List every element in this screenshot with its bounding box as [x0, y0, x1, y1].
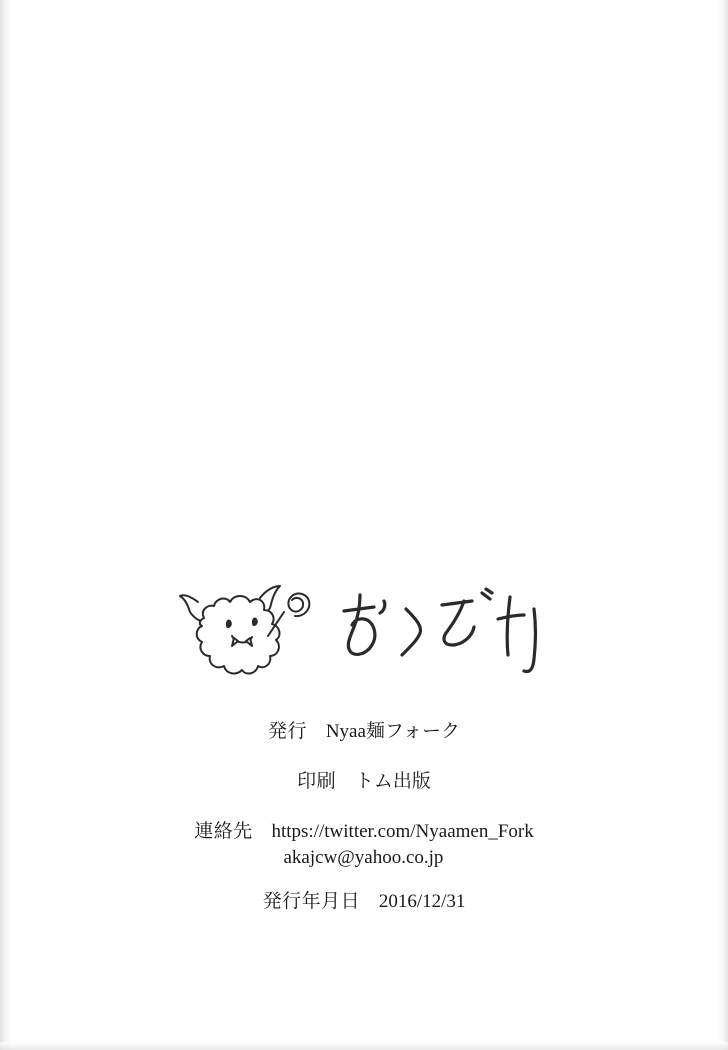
- poro-creature-mascot-icon: [164, 560, 324, 700]
- colophon-entry-contact: [0, 822, 728, 868]
- printer-value: トム出版: [354, 770, 431, 792]
- colophon-block: [0, 560, 728, 912]
- publisher-value: Nyaa麺フォーク: [325, 721, 460, 742]
- publish-date-value: 2016/12/31: [378, 890, 466, 912]
- colophon-entry-publisher: [0, 722, 728, 742]
- page-edge-shadow-bottom: [0, 1042, 728, 1050]
- publish-date-label: 発行年月日: [262, 890, 361, 912]
- colophon-info-list: [0, 722, 728, 912]
- contact-email[interactable]: akajcw@yahoo.co.jp: [283, 846, 444, 868]
- colophon-entry-printer: [0, 772, 728, 792]
- colophon-heading: [0, 560, 728, 700]
- contact-twitter-url[interactable]: https://twitter.com/Nyaamen_Fork: [271, 820, 534, 842]
- contact-label: 連絡先: [194, 820, 253, 842]
- colophon-entry-date: [0, 892, 728, 912]
- printer-label: 印刷: [297, 770, 337, 792]
- okuzuke-handwritten-title: [334, 583, 564, 693]
- publisher-label: 発行: [268, 721, 308, 742]
